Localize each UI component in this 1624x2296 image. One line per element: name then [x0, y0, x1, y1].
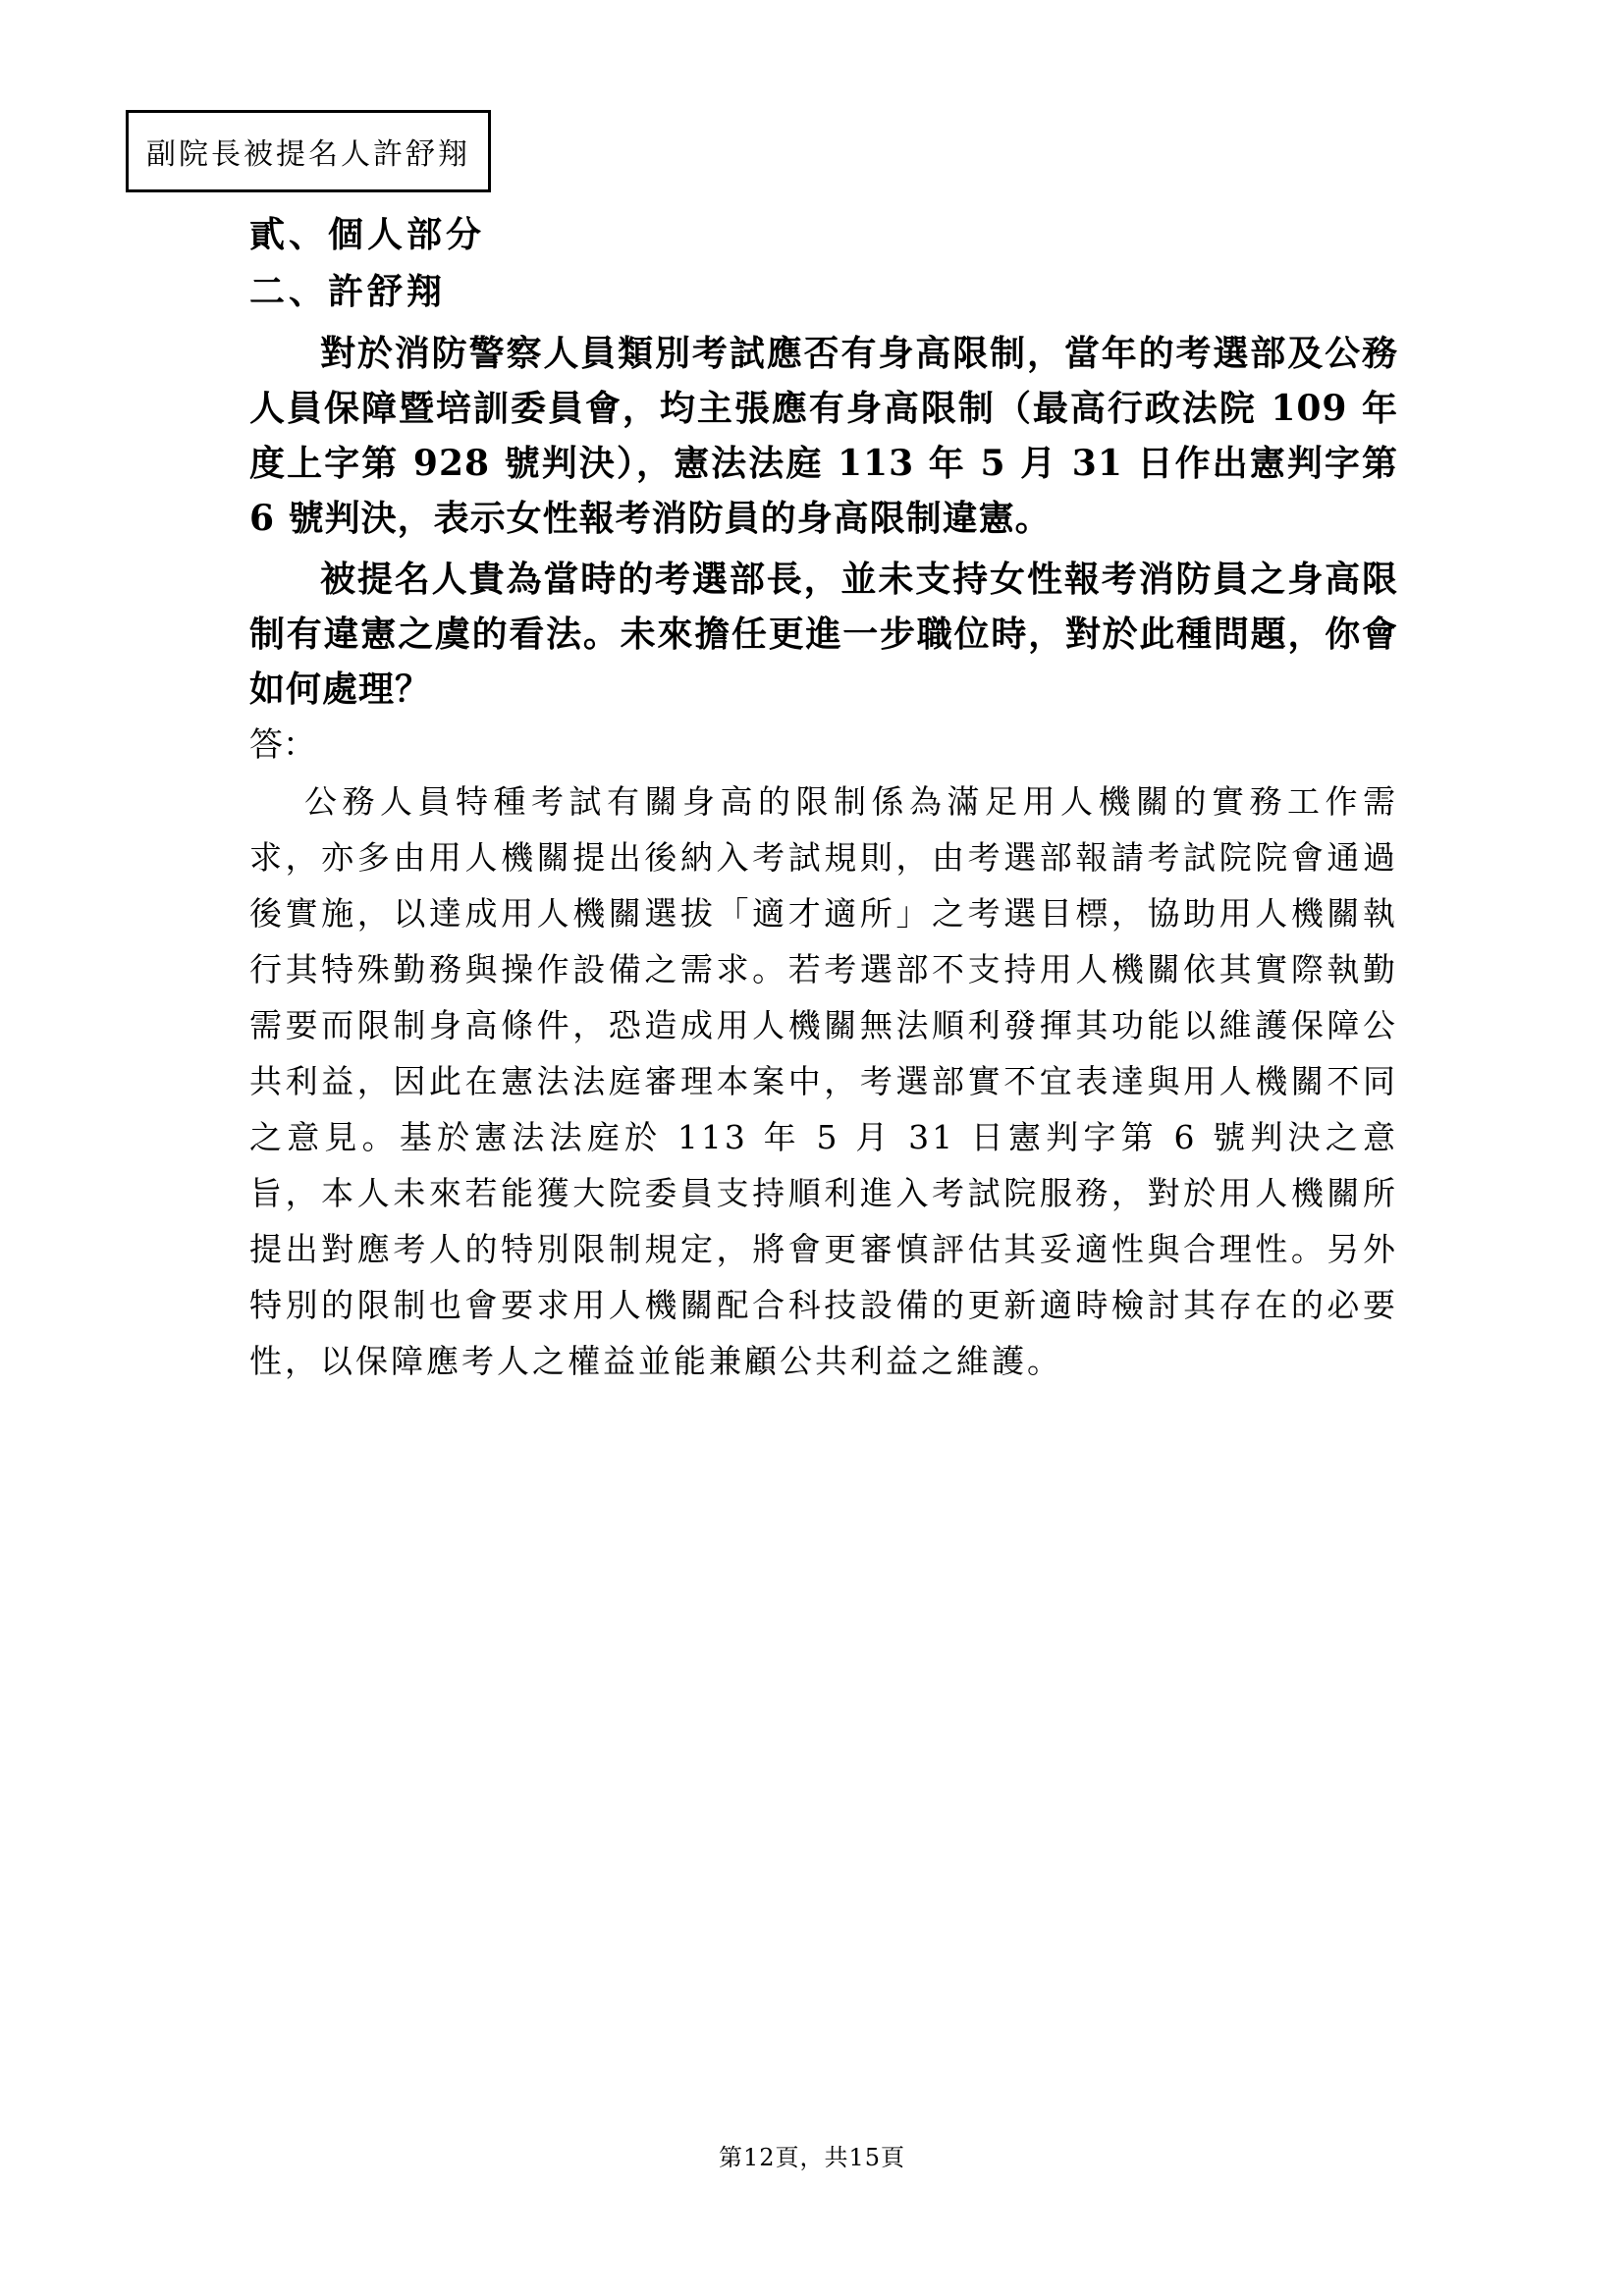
page-footer — [0, 2138, 1624, 2172]
nominee-label: 副院長被提名人許舒翔 — [146, 137, 470, 172]
document-body — [249, 206, 1398, 1389]
page-number: 第12頁，共15頁 — [718, 2144, 906, 2171]
question-paragraph-2: 被提名人貴為當時的考選部長，並未支持女性報考消防員之身高限制有違憲之虞的看法。未來擔任更進一步職位時，對於此種問題，你會如何處理？ — [249, 559, 1398, 710]
section-subheading: 二、許舒翔 — [249, 271, 447, 312]
question-paragraph-1: 對於消防警察人員類別考試應否有身高限制，當年的考選部及公務人員保障暨培訓委員會，均主張應有身高限制（最高行政法院 109 年度上字第 928 號判決），憲法法庭 113 年 5 月 31 日作出憲判字第 6 號判決，表示女性報考消防員的身高限制違憲。 — [249, 333, 1398, 539]
section-heading: 貳、個人部分 — [249, 214, 486, 255]
answer-label: 答： — [249, 725, 316, 765]
nominee-label-box — [126, 110, 491, 192]
answer-paragraph: 公務人員特種考試有關身高的限制係為滿足用人機關的實務工作需求，亦多由用人機關提出後納入考試規則，由考選部報請考試院院會通過後實施，以達成用人機關選拔「適才適所」之考選目標，協助用人機關執行其特殊勤務與操作設備之需求。若考選部不支持用人機關依其實際執勤需要而限制身高條件，恐造成用人機關無法順利發揮其功能以維護保障公共利益，因此在憲法法庭審理本案中，考選部實不宜表達與用人機關不同之意見。基於憲法法庭於 113 年 5 月 31 日憲判字第 6 號判決之意旨，本人未來若能獲大院委員支持順利進入考試院服務，對於用人機關所提出對應考人的特別限制規定，將會更審慎評估其妥適性與合理性。另外特別的限制也會要求用人機關配合科技設備的更新適時檢討其存在的必要性，以保障應考人之權益並能兼顧公共利益之維護。 — [249, 782, 1398, 1380]
